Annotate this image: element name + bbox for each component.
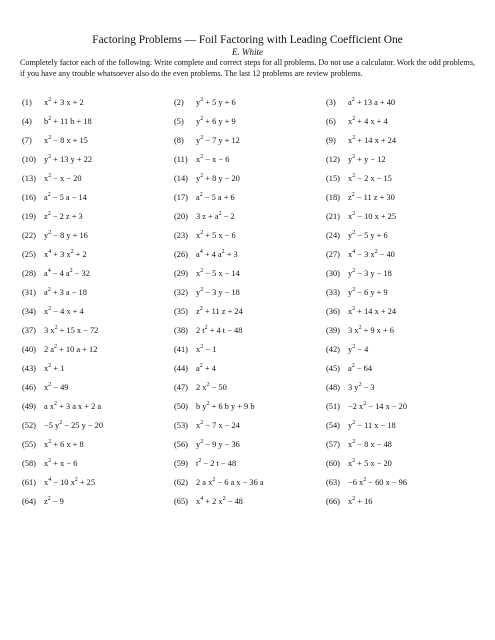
problem-row: [22, 283, 482, 302]
problem-number: (57): [326, 440, 340, 449]
problem-item: [326, 136, 478, 145]
problem-expression: $y^2 - 5$ y + 6: [348, 230, 388, 240]
problem-number: (22): [22, 231, 36, 240]
problem-expression: $x^2 - 10$ x + 25: [348, 211, 397, 221]
problem-expression: −2 $x^2 - 14$ x − 20: [348, 401, 408, 411]
problem-item: [22, 193, 174, 202]
problem-row: [22, 397, 482, 416]
problem-item: [22, 497, 174, 506]
problem-item: [22, 307, 174, 316]
problem-expression: $t^2 - 2$ t − 48: [196, 458, 237, 468]
problem-item: [174, 326, 326, 335]
problem-item: [326, 212, 478, 221]
problem-row: [22, 435, 482, 454]
problem-number: (50): [174, 402, 188, 411]
problem-item: [174, 193, 326, 202]
problem-item: [174, 117, 326, 126]
problem-expression: $z^2 - 11$ z + 30: [348, 192, 395, 202]
problem-row: [22, 264, 482, 283]
problem-expression: 3 $x^2 + 15$ x − 72: [44, 325, 99, 335]
problem-expression: $y^2 + y - 12$: [348, 154, 386, 164]
problem-expression: 2 $a^2 + 10$ a + 12: [44, 344, 98, 354]
problem-number: (12): [326, 155, 340, 164]
problem-number: (25): [22, 250, 36, 259]
problem-row: [22, 454, 482, 473]
problem-item: [326, 231, 478, 240]
problem-number: (23): [174, 231, 188, 240]
problem-item: [174, 136, 326, 145]
problem-item: [174, 364, 326, 373]
instructions-text: Completely factor each of the following. Write complete and correct steps for all problems. Do not use a calculator. Work the odd problems, if you have any trouble whatsoever also do the even problems. The last 12 problems are review problems.: [20, 58, 475, 78]
problem-expression: $y^2 - 7$ y + 12: [196, 135, 240, 145]
problem-expression: $y^2 + 8$ y − 20: [196, 173, 240, 183]
problem-item: [174, 288, 326, 297]
problem-item: [22, 98, 174, 107]
problem-row: [22, 188, 482, 207]
problem-item: [326, 421, 478, 430]
problem-expression: $x^4 + 3$ $x^2 + 2$: [44, 249, 87, 259]
problem-number: (13): [22, 174, 36, 183]
problem-number: (31): [22, 288, 36, 297]
problem-item: [174, 421, 326, 430]
problem-expression: a $x^2 + 3$ a x + 2 a: [44, 401, 102, 411]
problem-item: [174, 98, 326, 107]
problem-expression: $y^2 + 6$ y + 9: [196, 116, 236, 126]
problem-expression: $y^2 - 3$ y − 18: [196, 287, 240, 297]
problem-number: (4): [22, 117, 32, 126]
problem-expression: $x^2 + 4$ x + 4: [348, 116, 388, 126]
problem-expression: 2 $t^2 + 4$ t − 48: [196, 325, 243, 335]
problem-item: [22, 326, 174, 335]
problem-number: (41): [174, 345, 188, 354]
problem-item: [326, 307, 478, 316]
problem-item: [174, 402, 326, 411]
problem-number: (66): [326, 497, 340, 506]
problem-expression: $y^2 - 4$: [348, 344, 369, 354]
problem-item: [22, 459, 174, 468]
problem-number: (18): [326, 193, 340, 202]
problem-expression: $x^2 - 8$ x + 15: [44, 135, 88, 145]
problem-expression: $x^2 - 2$ x − 15: [348, 173, 392, 183]
problem-number: (40): [22, 345, 36, 354]
problem-expression: $x^2 - x - 6$: [196, 154, 230, 164]
problem-number: (42): [326, 345, 340, 354]
problem-item: [326, 326, 478, 335]
problem-item: [22, 250, 174, 259]
problem-number: (56): [174, 440, 188, 449]
problem-number: (20): [174, 212, 188, 221]
problem-expression: $a^2 - 5$ a − 14: [44, 192, 87, 202]
problem-expression: $x^2 + 14$ x + 24: [348, 135, 397, 145]
problem-expression: 3 $y^2 - 3$: [348, 382, 375, 392]
problem-item: [174, 383, 326, 392]
problem-number: (32): [174, 288, 188, 297]
problem-number: (47): [174, 383, 188, 392]
problem-item: [174, 231, 326, 240]
problem-number: (54): [326, 421, 340, 430]
problem-expression: $x^2 - 5$ x − 14: [196, 268, 240, 278]
problem-number: (3): [326, 98, 336, 107]
problem-expression: $x^2 - 4$ x + 4: [44, 306, 84, 316]
problem-item: [326, 250, 478, 259]
problem-item: [174, 212, 326, 221]
problem-number: (44): [174, 364, 188, 373]
problem-number: (17): [174, 193, 188, 202]
problem-item: [22, 155, 174, 164]
problem-expression: $y^2 - 8$ y + 16: [44, 230, 88, 240]
problem-item: [22, 364, 174, 373]
problem-row: [22, 131, 482, 150]
problem-row: [22, 416, 482, 435]
problem-number: (35): [174, 307, 188, 316]
problem-expression: 2 a $x^2 - 6$ a x − 36 a: [196, 477, 264, 487]
problem-expression: 3 $z + a^2 - 2$: [196, 211, 235, 221]
problem-number: (8): [174, 136, 184, 145]
problem-expression: $x^4 - 10$ $x^2 + 25$: [44, 477, 96, 487]
problem-expression: $x^2 - 7$ x − 24: [196, 420, 240, 430]
problem-row: [22, 207, 482, 226]
problem-row: [22, 359, 482, 378]
problem-number: (53): [174, 421, 188, 430]
problem-expression: 3 $x^2 + 9$ x + 6: [348, 325, 394, 335]
problem-row: [22, 321, 482, 340]
problem-number: (48): [326, 383, 340, 392]
problem-item: [22, 231, 174, 240]
problem-item: [174, 440, 326, 449]
problem-number: (36): [326, 307, 340, 316]
problem-number: (46): [22, 383, 36, 392]
problem-number: (30): [326, 269, 340, 278]
problem-expression: $x^4 + 2$ $x^2 - 48$: [196, 496, 243, 506]
problem-expression: $x^2 + 6$ x + 8: [44, 439, 84, 449]
problem-number: (9): [326, 136, 336, 145]
problem-item: [174, 174, 326, 183]
author-name: E. White: [232, 47, 263, 57]
problem-number: (51): [326, 402, 340, 411]
problem-expression: $a^2 - 5$ a + 6: [196, 192, 235, 202]
problem-row: [22, 112, 482, 131]
problem-number: (16): [22, 193, 36, 202]
problem-number: (49): [22, 402, 36, 411]
problem-number: (29): [174, 269, 188, 278]
problem-expression: $a^2 + 13$ a + 40: [348, 97, 396, 107]
problem-expression: $a^4 + 4$ $a^2 + 3$: [196, 249, 238, 259]
problem-expression: $a^2 + 3$ a − 18: [44, 287, 87, 297]
problem-expression: $z^2 + 11$ z + 24: [196, 306, 243, 316]
problem-number: (27): [326, 250, 340, 259]
problem-number: (19): [22, 212, 36, 221]
problem-number: (2): [174, 98, 184, 107]
problem-expression: $x^2 - 8$ x − 48: [348, 439, 392, 449]
problem-expression: $x^2 + 5$ x − 6: [196, 230, 236, 240]
problem-item: [326, 117, 478, 126]
problem-item: [22, 478, 174, 487]
problem-item: [22, 345, 174, 354]
problem-item: [326, 478, 478, 487]
problem-item: [326, 174, 478, 183]
problem-item: [326, 497, 478, 506]
problem-number: (34): [22, 307, 36, 316]
problem-expression: $x^2 - 1$: [196, 344, 217, 354]
problem-expression: $x^2 - 49$: [44, 382, 69, 392]
problem-item: [326, 193, 478, 202]
problem-row: [22, 473, 482, 492]
problem-item: [22, 117, 174, 126]
problem-expression: −5 $y^2 - 25$ y − 20: [44, 420, 104, 430]
problem-item: [174, 459, 326, 468]
problem-expression: $y^2 + 13$ y + 22: [44, 154, 93, 164]
problem-number: (58): [22, 459, 36, 468]
problem-expression: $x^2 - x - 20$: [44, 173, 82, 183]
problem-expression: $x^2 + 3$ x + 2: [44, 97, 84, 107]
problem-item: [326, 383, 478, 392]
problem-item: [22, 136, 174, 145]
problem-number: (39): [326, 326, 340, 335]
problem-item: [326, 98, 478, 107]
problem-number: (26): [174, 250, 188, 259]
problem-expression: $y^2 + 5$ y + 6: [196, 97, 236, 107]
problem-number: (63): [326, 478, 340, 487]
problem-number: (7): [22, 136, 32, 145]
problem-item: [22, 174, 174, 183]
problem-number: (28): [22, 269, 36, 278]
problem-item: [326, 440, 478, 449]
problem-number: (64): [22, 497, 36, 506]
problem-expression: $y^2 - 11$ x − 18: [348, 420, 396, 430]
problem-expression: $y^2 - 3$ y − 18: [348, 268, 392, 278]
problem-row: [22, 226, 482, 245]
problem-expression: $y^2 - 6$ y + 9: [348, 287, 388, 297]
problem-number: (52): [22, 421, 36, 430]
problem-item: [22, 440, 174, 449]
problem-item: [174, 345, 326, 354]
problem-expression: 2 $x^2 - 50$: [196, 382, 227, 392]
problem-number: (21): [326, 212, 340, 221]
problem-expression: $x^2 + 1$: [44, 363, 65, 373]
problem-row: [22, 340, 482, 359]
problem-number: (6): [326, 117, 336, 126]
problem-item: [326, 269, 478, 278]
problem-item: [326, 402, 478, 411]
problem-expression: −6 $x^2 - 60$ x − 96: [348, 477, 408, 487]
problem-expression: $z^2 - 2$ z + 3: [44, 211, 83, 221]
page-title: Factoring Problems — Foil Factoring with Leading Coefficient One: [92, 34, 403, 46]
problem-number: (24): [326, 231, 340, 240]
problem-row: [22, 492, 482, 511]
problem-number: (33): [326, 288, 340, 297]
problem-item: [22, 269, 174, 278]
problem-expression: $x^2 + 14$ x + 24: [348, 306, 397, 316]
problem-item: [22, 383, 174, 392]
problem-expression: $x^4 - 3$ $x^2 - 40$: [348, 249, 395, 259]
problem-number: (38): [174, 326, 188, 335]
problem-row: [22, 302, 482, 321]
problem-item: [22, 212, 174, 221]
problem-expression: $y^2 - 9$ y − 36: [196, 439, 240, 449]
problem-item: [326, 345, 478, 354]
problem-item: [22, 421, 174, 430]
problem-number: (14): [174, 174, 188, 183]
problem-number: (43): [22, 364, 36, 373]
problem-row: [22, 150, 482, 169]
problem-number: (55): [22, 440, 36, 449]
problem-number: (11): [174, 155, 188, 164]
problem-expression: $x^2 + x - 6$: [44, 458, 78, 468]
problem-item: [326, 364, 478, 373]
problem-expression: b $y^2 + 6$ b y + 9 b: [196, 401, 255, 411]
problem-item: [174, 307, 326, 316]
problem-expression: $a^2 + 4$: [196, 363, 216, 373]
problem-number: (15): [326, 174, 340, 183]
problem-expression: $b^2 + 11$ b + 18: [44, 116, 92, 126]
problem-number: (60): [326, 459, 340, 468]
problem-number: (45): [326, 364, 340, 373]
problem-item: [174, 269, 326, 278]
problem-item: [174, 250, 326, 259]
problem-expression: $z^2 - 9$: [44, 496, 64, 506]
problem-item: [22, 402, 174, 411]
problem-item: [326, 288, 478, 297]
problem-expression: $a^2 - 64$: [348, 363, 373, 373]
problem-number: (62): [174, 478, 188, 487]
problem-item: [22, 288, 174, 297]
problem-grid: [22, 93, 482, 511]
problem-number: (10): [22, 155, 36, 164]
problem-number: (1): [22, 98, 32, 107]
problem-item: [174, 497, 326, 506]
problem-item: [174, 478, 326, 487]
problem-number: (65): [174, 497, 188, 506]
problem-row: [22, 245, 482, 264]
problem-expression: $a^4 - 4$ $a^2 - 32$: [44, 268, 90, 278]
problem-row: [22, 93, 482, 112]
problem-row: [22, 169, 482, 188]
problem-row: [22, 378, 482, 397]
problem-number: (5): [174, 117, 184, 126]
problem-expression: $x^2 + 16$: [348, 496, 373, 506]
problem-number: (37): [22, 326, 36, 335]
problem-expression: $x^2 + 5$ x − 20: [348, 458, 392, 468]
problem-number: (59): [174, 459, 188, 468]
problem-number: (61): [22, 478, 36, 487]
problem-item: [326, 155, 478, 164]
problem-item: [174, 155, 326, 164]
problem-item: [326, 459, 478, 468]
